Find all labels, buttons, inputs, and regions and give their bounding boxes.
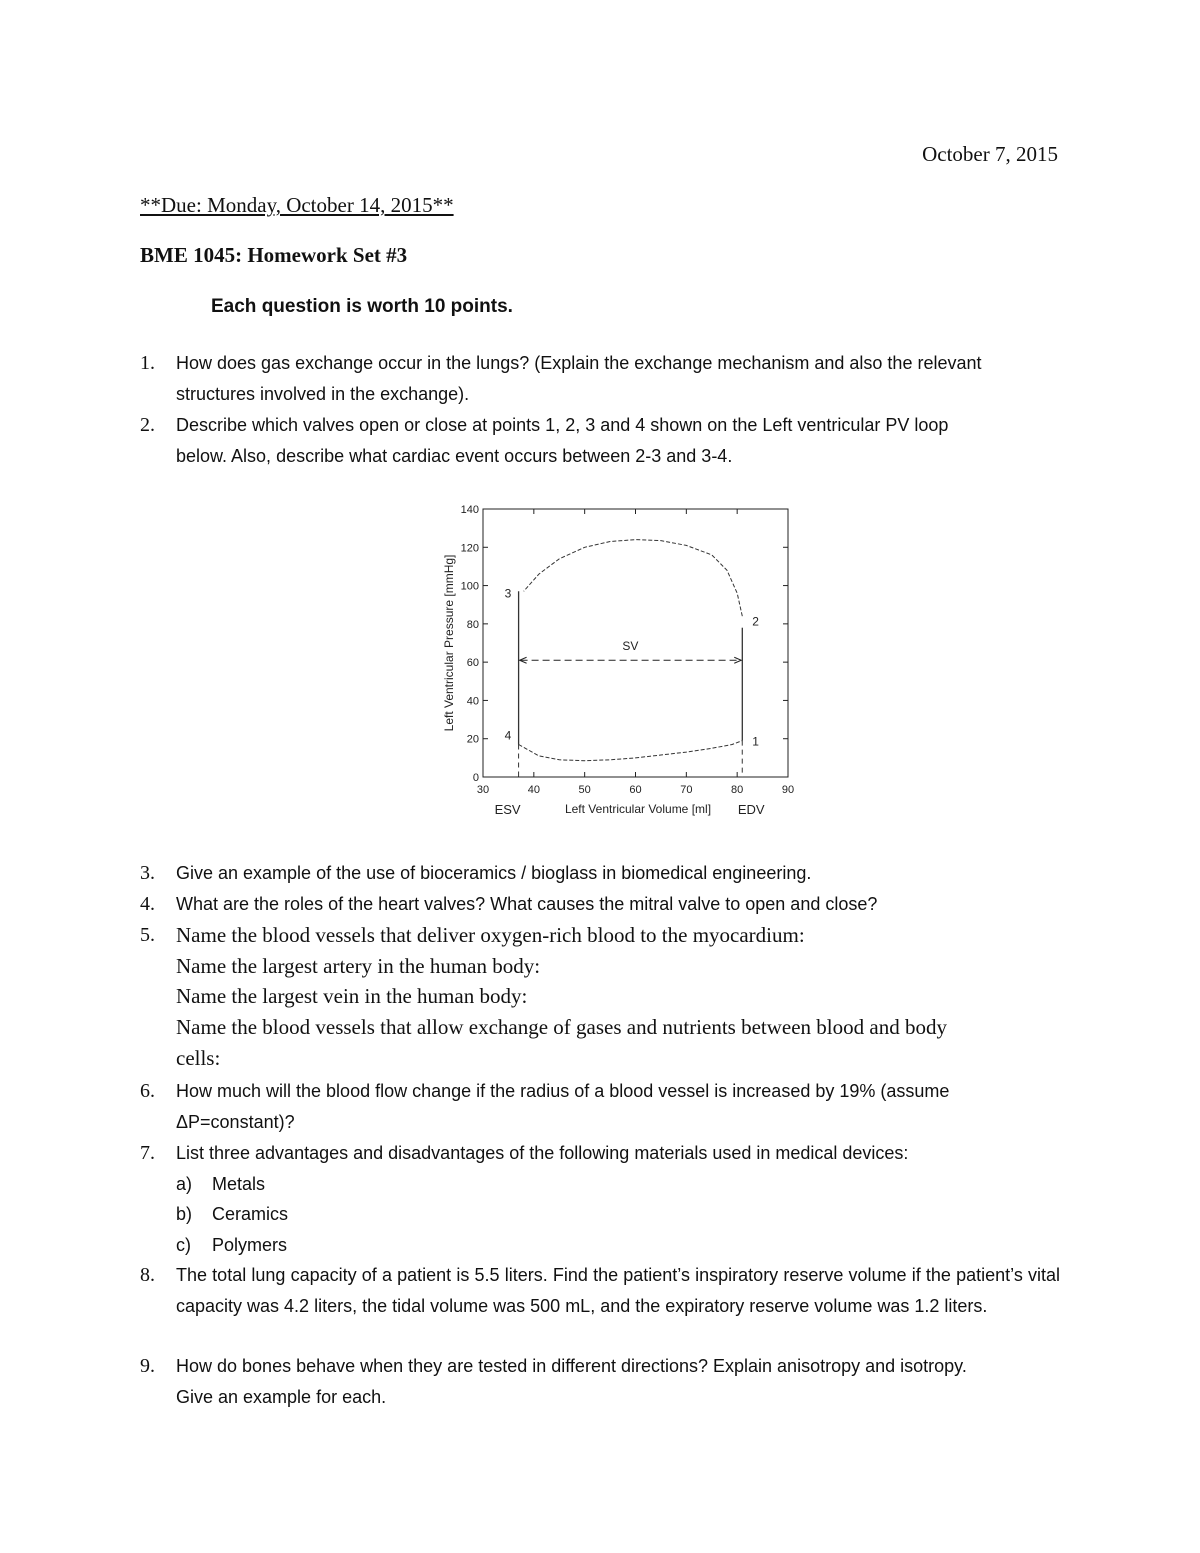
x-tick-label: 30 bbox=[476, 784, 490, 796]
question-text: How much will the blood flow change if the radius of a blood vessel is increased by 19% (assume bbox=[176, 1081, 950, 1101]
y-tick-label: 140 bbox=[460, 504, 479, 516]
pv-loop-segment bbox=[524, 540, 743, 617]
due-date: **Due: Monday, October 14, 2015** bbox=[140, 193, 454, 217]
question-text: below. Also, describe what cardiac event occurs between 2-3 and 3-4. bbox=[176, 445, 733, 466]
question-text: ΔP=constant)? bbox=[176, 1111, 295, 1132]
question-text: Name the blood vessels that deliver oxygen-rich blood to the myocardium: bbox=[176, 923, 805, 947]
list-item bbox=[176, 1199, 1060, 1230]
document-date: October 7, 2015 bbox=[922, 142, 1058, 166]
list-item-text: Polymers bbox=[212, 1234, 288, 1255]
question-6 bbox=[140, 1076, 1060, 1137]
list-item-letter: a) bbox=[176, 1173, 193, 1194]
x-tick-label: 90 bbox=[781, 784, 795, 796]
question-4 bbox=[140, 889, 1060, 920]
question-text: What are the roles of the heart valves? What causes the mitral valve to open and close? bbox=[176, 894, 878, 914]
question-text: Describe which valves open or close at points 1, 2, 3 and 4 shown on the Left ventricular PV loop bbox=[176, 415, 949, 435]
question-text: Name the largest artery in the human body: bbox=[176, 953, 541, 978]
question-5 bbox=[140, 920, 1060, 1074]
question-number: 5. bbox=[140, 924, 155, 946]
question-number: 2. bbox=[140, 414, 155, 436]
y-tick-label: 80 bbox=[466, 618, 479, 631]
esv-label: ESV bbox=[494, 802, 521, 817]
list-item bbox=[176, 1230, 1060, 1261]
pv-loop-segment bbox=[519, 741, 743, 761]
question-number: 4. bbox=[140, 893, 155, 915]
question-text: Name the largest vein in the human body: bbox=[176, 984, 528, 1009]
question-text: Name the blood vessels that allow exchange of gases and nutrients between blood and body bbox=[176, 1015, 947, 1040]
list-item-text: Ceramics bbox=[212, 1204, 289, 1224]
question-number: 6. bbox=[140, 1080, 155, 1102]
y-tick-label: 40 bbox=[466, 695, 479, 708]
y-tick-label: 120 bbox=[460, 542, 479, 555]
x-axis-label: Left Ventricular Volume [ml] bbox=[564, 802, 712, 816]
list-item-letter: c) bbox=[176, 1234, 191, 1255]
y-tick-label: 0 bbox=[472, 772, 479, 784]
question-text: The total lung capacity of a patient is 5.5 liters. Find the patient’s inspiratory reserve volume if the patient’s vital capacity was 4.2 liters, the tidal volume was 500 mL, and the expiratory reserve volume was 1.2 liters. bbox=[176, 1265, 1060, 1316]
x-tick-label: 70 bbox=[680, 784, 693, 796]
point-label-1: 1 bbox=[752, 734, 759, 749]
points-note: Each question is worth 10 points. bbox=[211, 296, 513, 317]
question-3 bbox=[140, 858, 1060, 889]
question-text: How does gas exchange occur in the lungs? (Explain the exchange mechanism and also the relevant bbox=[176, 353, 982, 373]
question-text: How do bones behave when they are tested in different directions? Explain anisotropy and isotropy. bbox=[176, 1356, 967, 1376]
question-number: 7. bbox=[140, 1142, 155, 1164]
question-1 bbox=[140, 348, 1060, 409]
point-label-3: 3 bbox=[504, 586, 512, 601]
sv-label: SV bbox=[622, 639, 639, 654]
edv-label: EDV bbox=[737, 802, 765, 817]
question-9 bbox=[140, 1351, 1060, 1412]
question-text: Give an example for each. bbox=[176, 1386, 387, 1407]
y-axis-label: Left Ventricular Pressure [mmHg] bbox=[442, 554, 456, 732]
list-item bbox=[176, 1169, 1060, 1200]
x-tick-label: 60 bbox=[629, 784, 642, 796]
list-item-letter: b) bbox=[176, 1204, 193, 1224]
y-tick-label: 60 bbox=[466, 657, 479, 670]
y-tick-label: 20 bbox=[466, 733, 479, 746]
point-label-2: 2 bbox=[752, 614, 759, 629]
question-text: structures involved in the exchange). bbox=[176, 383, 470, 404]
question-number: 3. bbox=[140, 862, 155, 884]
question-text: cells: bbox=[176, 1045, 221, 1070]
pv-loop-chart bbox=[420, 495, 820, 835]
x-tick-label: 50 bbox=[578, 784, 591, 796]
question-8 bbox=[140, 1260, 1060, 1321]
question-2 bbox=[140, 410, 1060, 471]
x-tick-label: 40 bbox=[527, 784, 540, 796]
question-text: List three advantages and disadvantages of the following materials used in medical devices: bbox=[176, 1143, 909, 1163]
question-number: 8. bbox=[140, 1264, 155, 1286]
y-tick-label: 100 bbox=[460, 580, 479, 593]
assignment-title: BME 1045: Homework Set #3 bbox=[140, 243, 408, 267]
list-item-text: Metals bbox=[212, 1173, 266, 1194]
question-7 bbox=[140, 1138, 1060, 1260]
question-number: 1. bbox=[140, 352, 155, 374]
point-label-4: 4 bbox=[504, 728, 512, 743]
question-text: Give an example of the use of bioceramics / bioglass in biomedical engineering. bbox=[176, 863, 812, 883]
question-number: 9. bbox=[140, 1355, 155, 1377]
x-tick-label: 80 bbox=[731, 784, 744, 796]
